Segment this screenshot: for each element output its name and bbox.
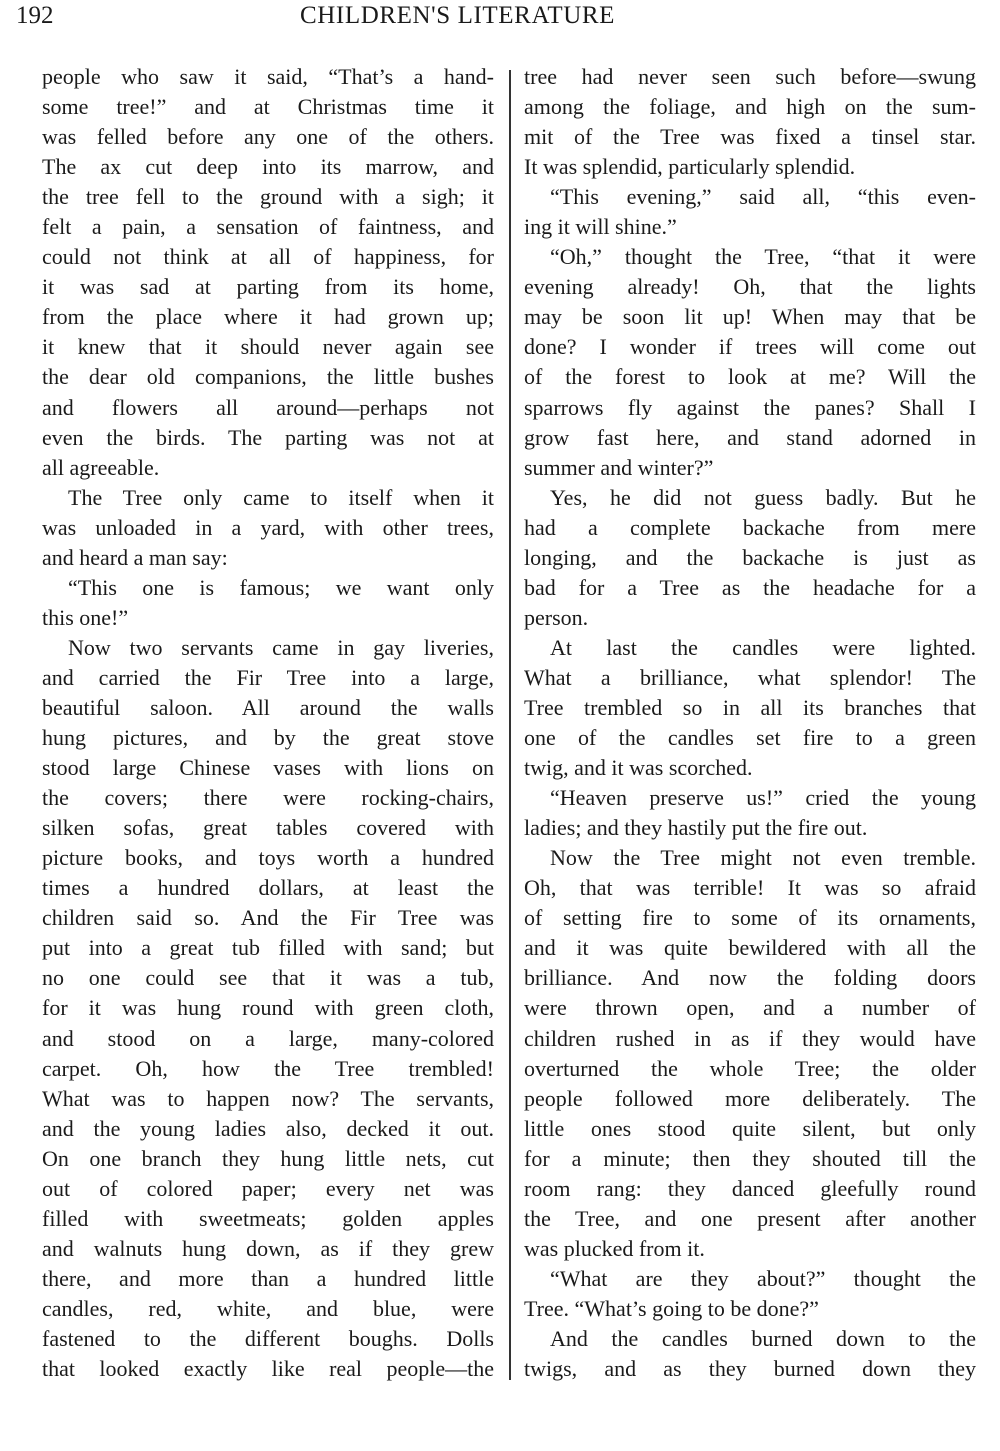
text-line: the covers; there were rocking-chairs, — [42, 785, 494, 811]
text-line: one of the candles set fire to a green — [524, 725, 976, 751]
text-line: for a minute; then they shouted till the — [524, 1145, 976, 1171]
text-line: people who saw it said, “That’s a hand- — [42, 64, 494, 89]
text-line: it was sad at parting from its home, — [42, 274, 494, 300]
text-line: ladies; and they hastily put the fire out. — [524, 815, 868, 841]
text-line: were thrown open, and a number of — [524, 995, 976, 1021]
text-line: Now two servants came in gay liveries, — [68, 634, 494, 660]
text-line: On one branch they hung little nets, cut — [42, 1145, 494, 1171]
text-line: some tree!” and at Christmas time it — [42, 94, 494, 120]
text-line: It was splendid, particularly splendid. — [524, 154, 856, 180]
text-line: put into a great tub filled with sand; but — [42, 935, 494, 961]
text-line: and the young ladies also, decked it out. — [42, 1115, 494, 1141]
text-line: out of colored paper; every net was — [42, 1175, 494, 1201]
text-line: grow fast here, and stand adorned in — [524, 424, 976, 450]
text-line: of the forest to look at me? Will the — [524, 364, 976, 390]
text-line: “This evening,” said all, “this even- — [550, 184, 976, 210]
text-line: “Oh,” thought the Tree, “that it were — [550, 244, 976, 270]
text-line: felt a pain, a sensation of faintness, and — [42, 214, 494, 240]
text-line: brilliance. And now the folding doors — [524, 965, 976, 991]
text-line: beautiful saloon. All around the walls — [42, 694, 494, 720]
text-line: evening already! Oh, that the lights — [524, 274, 976, 300]
text-line: silken sofas, great tables covered with — [42, 815, 494, 841]
text-line: twigs, and as they burned down they — [524, 1356, 976, 1382]
text-line: Yes, he did not guess badly. But he — [550, 484, 976, 510]
text-line: for it was hung round with green cloth, — [42, 995, 494, 1021]
text-line: stood large Chinese vases with lions on — [42, 755, 494, 781]
text-line: the dear old companions, the little bushes — [42, 364, 494, 390]
text-line: this one!” — [42, 604, 129, 630]
text-line: and stood on a large, many-colored — [42, 1025, 494, 1051]
text-line: and heard a man say: — [42, 544, 228, 570]
text-line: there, and more than a hundred little — [42, 1265, 494, 1291]
page-number: 192 — [16, 2, 54, 29]
text-line: Tree trembled so in all its branches that — [524, 694, 976, 720]
text-line: that looked exactly like real people—the — [42, 1356, 494, 1382]
text-line: hung pictures, and by the great stove — [42, 725, 494, 751]
text-line: could not think at all of happiness, for — [42, 244, 494, 270]
text-line: the tree fell to the ground with a sigh; it — [42, 184, 494, 210]
text-line: picture books, and toys worth a hundred — [42, 845, 494, 871]
text-line: twig, and it was scorched. — [524, 755, 753, 781]
text-line: children rushed in as if they would have — [524, 1025, 976, 1051]
text-line: fastened to the different boughs. Dolls — [42, 1325, 494, 1351]
text-line: children said so. And the Fir Tree was — [42, 905, 494, 931]
right-text-column — [524, 62, 976, 1384]
text-line: The ax cut deep into its marrow, and — [42, 154, 494, 180]
text-line: had a complete backache from mere — [524, 514, 976, 540]
text-line: of setting fire to some of its ornaments, — [524, 905, 976, 931]
text-line: the Tree, and one present after another — [524, 1205, 976, 1231]
text-line: “Heaven preserve us!” cried the young — [550, 785, 976, 811]
text-line: and carried the Fir Tree into a large, — [42, 664, 494, 690]
text-line: was plucked from it. — [524, 1235, 705, 1261]
text-line: and flowers all around—perhaps not — [42, 394, 494, 420]
text-line: overturned the whole Tree; the older — [524, 1055, 976, 1081]
text-line: from the place where it had grown up; — [42, 304, 494, 330]
text-line: The Tree only came to itself when it — [68, 484, 494, 510]
text-line: among the foliage, and high on the sum- — [524, 94, 976, 120]
text-line: may be soon lit up! When may that be — [524, 304, 976, 330]
text-line: it knew that it should never again see — [42, 334, 494, 360]
text-line: all agreeable. — [42, 454, 160, 480]
text-line: no one could see that it was a tub, — [42, 965, 494, 991]
text-line: What a brilliance, what splendor! The — [524, 664, 976, 690]
text-line: was unloaded in a yard, with other trees, — [42, 514, 494, 540]
column-divider-rule — [509, 70, 511, 1380]
text-line: Now the Tree might not even tremble. — [550, 845, 976, 871]
text-line: was felled before any one of the others. — [42, 124, 494, 150]
text-line: mit of the Tree was fixed a tinsel star. — [524, 124, 976, 150]
text-line: sparrows fly against the panes? Shall I — [524, 394, 976, 420]
text-line: and it was quite bewildered with all the — [524, 935, 976, 961]
text-line: times a hundred dollars, at least the — [42, 875, 494, 901]
text-line: filled with sweetmeats; golden apples — [42, 1205, 494, 1231]
text-line: person. — [524, 604, 589, 630]
text-line: Tree. “What’s going to be done?” — [524, 1295, 819, 1321]
text-line: little ones stood quite silent, but only — [524, 1115, 976, 1141]
text-line: “This one is famous; we want only — [68, 574, 494, 600]
text-line: Oh, that was terrible! It was so afraid — [524, 875, 976, 901]
text-line: people followed more deliberately. The — [524, 1085, 976, 1111]
text-line: “What are they about?” thought the — [550, 1265, 976, 1291]
text-line: room rang: they danced gleefully round — [524, 1175, 976, 1201]
text-line: tree had never seen such before—swung — [524, 64, 976, 89]
text-line: candles, red, white, and blue, were — [42, 1295, 494, 1321]
text-line: ing it will shine.” — [524, 214, 677, 240]
text-line: even the birds. The parting was not at — [42, 424, 494, 450]
text-line: carpet. Oh, how the Tree trembled! — [42, 1055, 494, 1081]
text-line: done? I wonder if trees will come out — [524, 334, 976, 360]
running-head-title: CHILDREN'S LITERATURE — [300, 2, 616, 29]
text-line: summer and winter?” — [524, 454, 714, 480]
text-line: What was to happen now? The servants, — [42, 1085, 494, 1111]
text-line: and walnuts hung down, as if they grew — [42, 1235, 494, 1261]
text-line: At last the candles were lighted. — [550, 634, 976, 660]
text-line: longing, and the backache is just as — [524, 544, 976, 570]
text-line: And the candles burned down to the — [550, 1325, 976, 1351]
left-text-column — [42, 62, 494, 1384]
text-line: bad for a Tree as the headache for a — [524, 574, 976, 600]
